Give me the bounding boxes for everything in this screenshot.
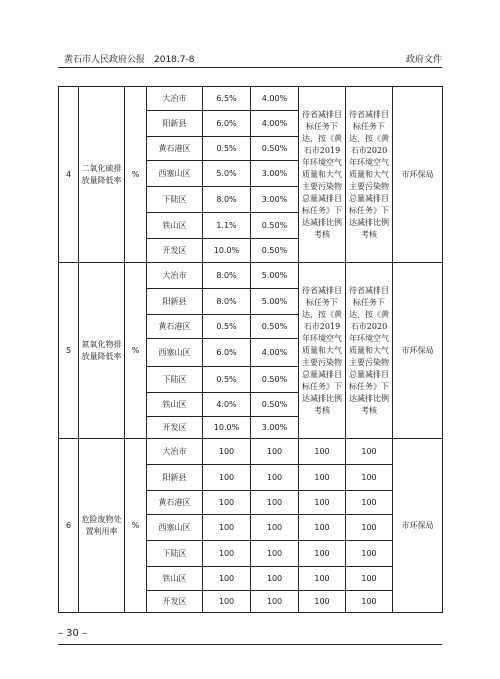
area-name: 西塞山区 [147, 515, 203, 541]
area-name: 西塞山区 [147, 339, 203, 367]
area-name: 开发区 [147, 239, 203, 263]
value-cell: 0.5% [203, 137, 251, 161]
unit: % [125, 263, 147, 439]
value-cell: 3.00% [251, 187, 299, 213]
value-cell: 100 [251, 567, 299, 591]
area-name: 阳新县 [147, 111, 203, 137]
value-cell: 100 [299, 465, 346, 491]
value-cell: 100 [299, 515, 346, 541]
area-name: 大冶市 [147, 87, 203, 111]
row-number: 6 [59, 439, 79, 613]
area-name: 阳新县 [147, 465, 203, 491]
header-rule [58, 67, 442, 68]
area-name: 阳新县 [147, 289, 203, 315]
value-cell: 100 [346, 591, 393, 613]
value-cell: 100 [346, 491, 393, 515]
table-row [59, 87, 443, 111]
value-cell: 0.5% [203, 315, 251, 339]
value-cell: 100 [203, 465, 251, 491]
area-name: 黄石港区 [147, 491, 203, 515]
value-cell: 10.0% [203, 239, 251, 263]
value-cell: 100 [251, 591, 299, 613]
value-cell: 100 [203, 591, 251, 613]
page-number: – 30 – [58, 628, 88, 639]
value-cell: 8.0% [203, 289, 251, 315]
responsible-dept: 市环保局 [393, 87, 443, 263]
indicator-name: 二氧化硫排放量降低率 [79, 87, 125, 263]
value-cell: 100 [203, 439, 251, 465]
value-cell: 4.00% [251, 87, 299, 111]
area-name: 大冶市 [147, 263, 203, 289]
indicator-name: 氮氧化物排放量降低率 [79, 263, 125, 439]
area-name: 大冶市 [147, 439, 203, 465]
value-cell: 100 [203, 567, 251, 591]
value-cell: 6.5% [203, 87, 251, 111]
value-cell: 5.00% [251, 289, 299, 315]
area-name: 铁山区 [147, 393, 203, 417]
value-cell: 100 [203, 541, 251, 567]
table-row [59, 439, 443, 465]
area-name: 黄石港区 [147, 137, 203, 161]
value-cell: 0.50% [251, 315, 299, 339]
value-cell: 100 [346, 541, 393, 567]
value-cell: 100 [346, 465, 393, 491]
note-2020: 待省减排目标任务下达，按《黄石市2020年环境空气质量和大气主要污染物总量减排目标任务》下达减排比例考核 [346, 87, 393, 263]
value-cell: 4.00% [251, 111, 299, 137]
value-cell: 100 [299, 567, 346, 591]
value-cell: 0.50% [251, 393, 299, 417]
value-cell: 100 [299, 439, 346, 465]
value-cell: 3.00% [251, 417, 299, 439]
indicator-name: 危险废物处置利用率 [79, 439, 125, 613]
value-cell: 0.50% [251, 213, 299, 239]
value-cell: 5.0% [203, 161, 251, 187]
value-cell: 100 [299, 541, 346, 567]
value-cell: 100 [203, 515, 251, 541]
value-cell: 1.1% [203, 213, 251, 239]
area-name: 西塞山区 [147, 161, 203, 187]
footer-rule [58, 644, 442, 645]
value-cell: 3.00% [251, 161, 299, 187]
value-cell: 10.0% [203, 417, 251, 439]
value-cell: 100 [251, 541, 299, 567]
value-cell: 100 [203, 491, 251, 515]
value-cell: 0.5% [203, 367, 251, 393]
value-cell: 0.50% [251, 239, 299, 263]
value-cell: 8.0% [203, 263, 251, 289]
value-cell: 6.0% [203, 111, 251, 137]
value-cell: 100 [251, 515, 299, 541]
value-cell: 100 [251, 491, 299, 515]
section-label: 政府文件 [405, 55, 442, 65]
area-name: 黄石港区 [147, 315, 203, 339]
area-name: 下陆区 [147, 541, 203, 567]
table-row [59, 263, 443, 289]
responsible-dept: 市环保局 [393, 263, 443, 439]
unit: % [125, 87, 147, 263]
area-name: 铁山区 [147, 567, 203, 591]
value-cell: 8.0% [203, 187, 251, 213]
value-cell: 100 [346, 515, 393, 541]
note-2019: 待省减排目标任务下达，按《黄石市2019年环境空气质量和大气主要污染物总量减排目标任务》下达减排比例考核 [299, 87, 346, 263]
row-number: 5 [59, 263, 79, 439]
note-2019: 待省减排目标任务下达，按《黄石市2019年环境空气质量和大气主要污染物总量减排目标任务》下达减排比例考核 [299, 263, 346, 439]
area-name: 开发区 [147, 591, 203, 613]
value-cell: 100 [346, 567, 393, 591]
responsible-dept: 市环保局 [393, 439, 443, 613]
value-cell: 100 [251, 439, 299, 465]
publication-title: 黄石市人民政府公报 2018.7-8 [64, 55, 195, 65]
value-cell: 0.50% [251, 137, 299, 161]
area-name: 下陆区 [147, 367, 203, 393]
value-cell: 100 [251, 465, 299, 491]
value-cell: 100 [299, 491, 346, 515]
value-cell: 100 [346, 439, 393, 465]
unit: % [125, 439, 147, 613]
value-cell: 4.00% [251, 339, 299, 367]
note-2020: 待省减排目标任务下达，按《黄石市2020年环境空气质量和大气主要污染物总量减排目标任务》下达减排比例考核 [346, 263, 393, 439]
indicator-table [58, 86, 443, 613]
value-cell: 0.50% [251, 367, 299, 393]
area-name: 开发区 [147, 417, 203, 439]
value-cell: 5.00% [251, 263, 299, 289]
value-cell: 4.0% [203, 393, 251, 417]
value-cell: 6.0% [203, 339, 251, 367]
area-name: 下陆区 [147, 187, 203, 213]
row-number: 4 [59, 87, 79, 263]
value-cell: 100 [299, 591, 346, 613]
area-name: 铁山区 [147, 213, 203, 239]
